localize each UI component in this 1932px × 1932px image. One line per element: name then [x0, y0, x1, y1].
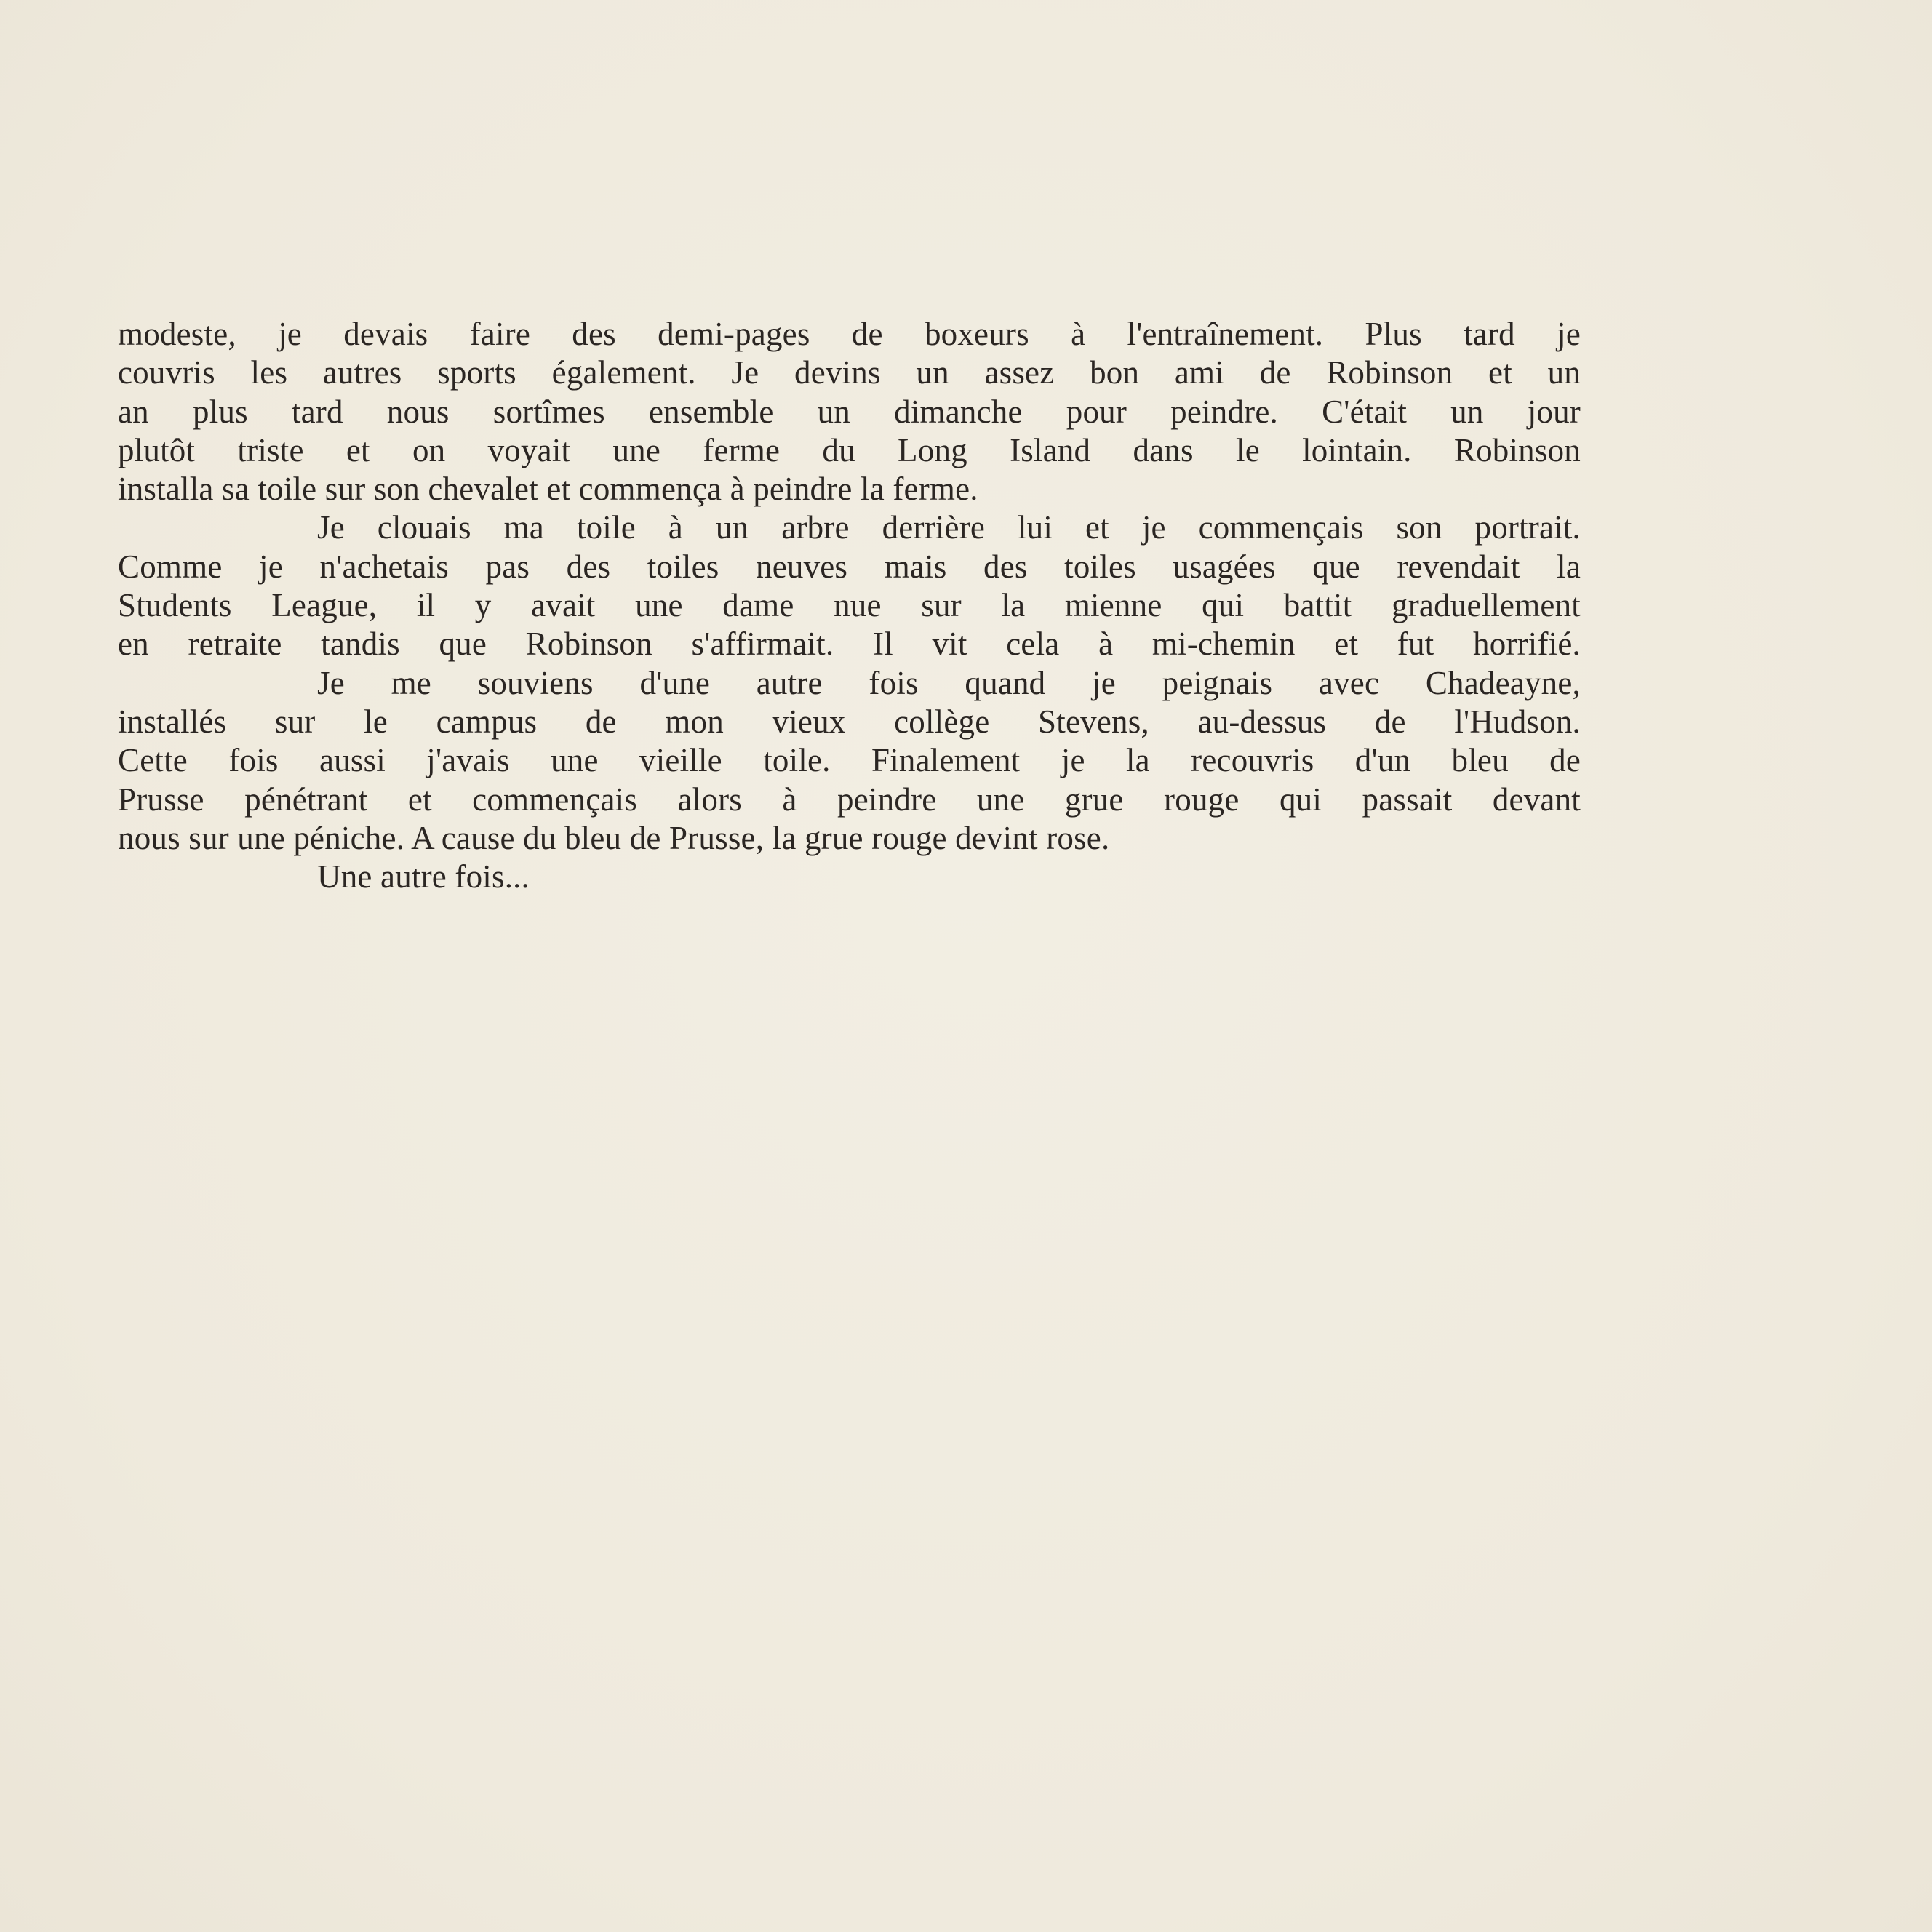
text-line: installés sur le campus de mon vieux collège Stevens, au-dessus de l'Hudson.	[118, 703, 1581, 740]
paragraph-1	[118, 315, 1581, 508]
paragraph-4	[118, 858, 1581, 896]
paragraph-2	[118, 508, 1581, 663]
text-line: an plus tard nous sortîmes ensemble un dimanche pour peindre. C'était un jour	[118, 393, 1581, 430]
body-text	[118, 315, 1581, 896]
text-line: plutôt triste et on voyait une ferme du Long Island dans le lointain. Robinson	[118, 431, 1581, 468]
paragraph-3	[118, 664, 1581, 858]
text-line: installa sa toile sur son chevalet et commença à peindre la ferme.	[118, 471, 978, 508]
text-line: couvris les autres sports également. Je devins un assez bon ami de Robinson et un	[118, 354, 1581, 391]
text-line: Prusse pénétrant et commençais alors à peindre une grue rouge qui passait devant	[118, 781, 1581, 818]
text-line: nous sur une péniche. A cause du bleu de Prusse, la grue rouge devint rose.	[118, 819, 1110, 856]
text-line: modeste, je devais faire des demi-pages de boxeurs à l'entraînement. Plus tard je	[118, 316, 1581, 352]
text-line: Comme je n'achetais pas des toiles neuves mais des toiles usagées que revendait la	[118, 548, 1581, 585]
text-line: Students League, il y avait une dame nue sur la mienne qui battit graduellement	[118, 587, 1581, 624]
text-line: Une autre fois...	[317, 858, 530, 895]
text-line: en retraite tandis que Robinson s'affirmait. Il vit cela à mi-chemin et fut horrifié.	[118, 626, 1581, 663]
text-line: Je clouais ma toile à un arbre derrière lui et je commençais son portrait.	[317, 509, 1581, 546]
text-line: Cette fois aussi j'avais une vieille toile. Finalement je la recouvris d'un bleu de	[118, 742, 1581, 779]
text-line: Je me souviens d'une autre fois quand je peignais avec Chadeayne,	[317, 664, 1581, 701]
